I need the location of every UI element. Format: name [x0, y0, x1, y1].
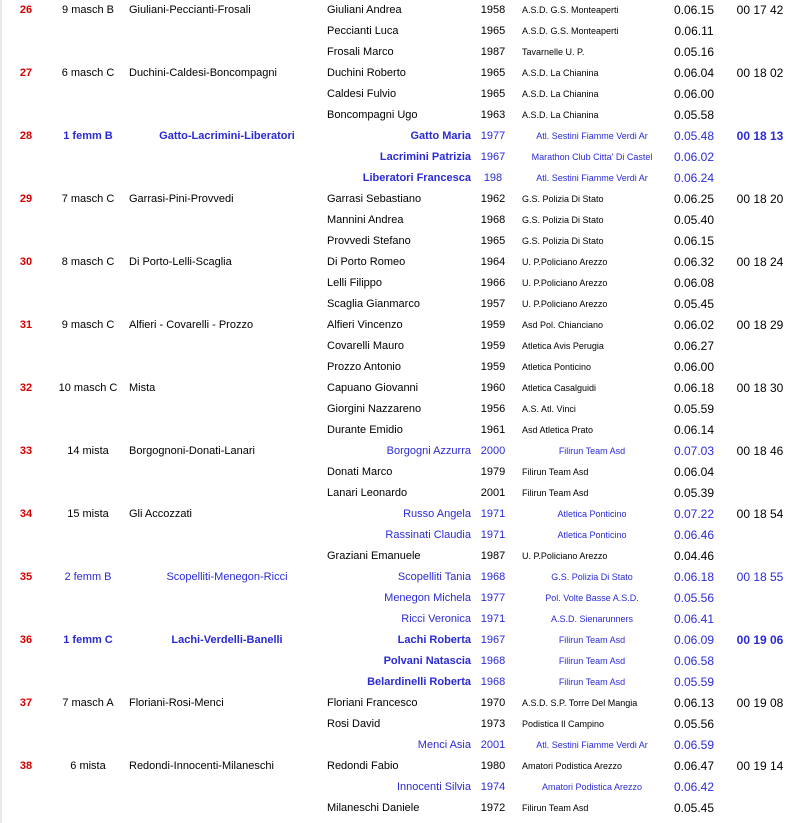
member-row: [0, 714, 788, 735]
split-time: 0.06.04: [673, 465, 715, 479]
split-time: 0.06.25: [673, 192, 715, 206]
team-row: [0, 693, 788, 714]
athlete-name: Scaglia Gianmarco: [327, 298, 420, 310]
birth-year: 1965: [480, 88, 506, 100]
club-name: A.S. Atl. Vinci: [522, 404, 576, 414]
category-label: 14 mista: [67, 445, 109, 457]
birth-year: 1957: [480, 298, 506, 310]
team-row: [0, 378, 788, 399]
athlete-name: Mannini Andrea: [327, 214, 404, 226]
club-name: Asd Atletica Prato: [522, 425, 594, 435]
split-time: 0.06.15: [673, 234, 715, 248]
athlete-name: Giuliani Andrea: [327, 4, 402, 16]
birth-year: 1977: [480, 130, 506, 142]
athlete-name: Polvani Natascia: [383, 655, 471, 667]
member-row: [0, 336, 788, 357]
club-name: Pol. Volte Basse A.S.D.: [545, 593, 639, 603]
split-time: 0.06.24: [673, 171, 715, 185]
split-time: 0.06.41: [673, 612, 715, 626]
athlete-name: Lelli Filippo: [327, 277, 383, 289]
split-time: 0.05.56: [673, 717, 715, 731]
birth-year: 1967: [480, 151, 506, 163]
birth-year: 1959: [480, 361, 506, 373]
birth-year: 2001: [480, 739, 506, 751]
category-label: 9 masch C: [61, 319, 115, 331]
team-row: [0, 630, 788, 651]
birth-year: 1970: [480, 697, 506, 709]
team-row: [0, 315, 788, 336]
birth-year: 1987: [480, 46, 506, 58]
team-name: Alfieri - Covarelli - Prozzo: [129, 319, 254, 331]
club-name: A.S.D. S.P. Torre Del Mangia: [522, 698, 638, 708]
member-row: [0, 525, 788, 546]
team-row: [0, 189, 788, 210]
team-row: [0, 63, 788, 84]
birth-year: 1963: [480, 109, 506, 121]
club-name: Amatori Podistica Arezzo: [522, 761, 623, 771]
split-time: 0.05.45: [673, 801, 715, 815]
athlete-name: Lacrimini Patrizia: [379, 151, 471, 163]
split-time: 0.06.32: [673, 255, 715, 269]
birth-year: 1971: [480, 508, 506, 520]
team-name: Mista: [129, 382, 156, 394]
member-row: [0, 21, 788, 42]
split-time: 0.07.22: [673, 507, 715, 521]
member-row: [0, 399, 788, 420]
split-time: 0.06.42: [673, 780, 715, 794]
category-label: 9 masch B: [62, 4, 114, 16]
athlete-name: Prozzo Antonio: [327, 361, 401, 373]
birth-year: 1968: [480, 676, 506, 688]
club-name: Amatori Podistica Arezzo: [541, 782, 643, 792]
position-number: 37: [19, 697, 33, 709]
split-time: 0.06.18: [673, 381, 715, 395]
athlete-name: Capuano Giovanni: [327, 382, 419, 394]
category-label: 6 mista: [70, 760, 106, 772]
club-name: Filirun Team Asd: [522, 803, 589, 813]
club-name: Filirun Team Asd: [558, 677, 626, 687]
club-name: U. P.Policiano Arezzo: [522, 257, 608, 267]
athlete-name: Lanari Leonardo: [327, 487, 408, 499]
category-label: 6 masch C: [61, 67, 115, 79]
athlete-name: Redondi Fabio: [327, 760, 399, 772]
athlete-name: Durante Emidio: [327, 424, 403, 436]
category-label: 1 femm C: [63, 634, 113, 646]
member-row: [0, 798, 788, 819]
birth-year: 1956: [480, 403, 506, 415]
club-name: Atletica Ponticino: [522, 362, 592, 372]
club-name: G.S. Polizia Di Stato: [551, 572, 633, 582]
athlete-name: Alfieri Vincenzo: [327, 319, 403, 331]
birth-year: 1972: [480, 802, 506, 814]
total-time: 00 18 30: [736, 381, 784, 395]
split-time: 0.06.09: [673, 633, 715, 647]
split-time: 0.06.11: [674, 24, 714, 38]
birth-year: 1959: [480, 340, 506, 352]
club-name: Atletica Avis Perugia: [522, 341, 604, 351]
split-time: 0.05.59: [673, 402, 715, 416]
category-label: 7 masch C: [61, 193, 115, 205]
team-row: [0, 126, 788, 147]
birth-year: 1965: [480, 67, 506, 79]
member-row: [0, 462, 788, 483]
category-label: 8 masch C: [61, 256, 115, 268]
member-row: [0, 609, 788, 630]
club-name: U. P.Policiano Arezzo: [522, 299, 608, 309]
club-name: G.S. Polizia Di Stato: [522, 215, 604, 225]
team-name: Di Porto-Lelli-Scaglia: [129, 256, 232, 268]
athlete-name: Boncompagni Ugo: [327, 109, 418, 121]
birth-year: 1965: [480, 25, 506, 37]
team-name: Floriani-Rosi-Menci: [129, 697, 224, 709]
club-name: Atl. Sestini Fiamme Verdi Ar: [536, 740, 648, 750]
club-name: Filirun Team Asd: [522, 488, 589, 498]
club-name: U. P.Policiano Arezzo: [522, 551, 608, 561]
athlete-name: Peccianti Luca: [327, 25, 399, 37]
club-name: Filirun Team Asd: [558, 635, 626, 645]
team-name: Borgognoni-Donati-Lanari: [129, 445, 255, 457]
birth-year: 1987: [480, 550, 506, 562]
club-name: Atletica Casalguidi: [522, 383, 597, 393]
birth-year: 1961: [480, 424, 506, 436]
team-row: [0, 252, 788, 273]
split-time: 0.05.16: [673, 45, 715, 59]
position-number: 36: [19, 634, 33, 646]
team-name: Giuliani-Peccianti-Frosali: [129, 4, 251, 16]
birth-year: 2000: [480, 445, 506, 457]
split-time: 0.04.46: [673, 549, 715, 563]
split-time: 0.06.46: [673, 528, 715, 542]
split-time: 0.06.18: [673, 570, 715, 584]
total-time: 00 19 08: [736, 696, 784, 710]
club-name: G.S. Polizia Di Stato: [522, 236, 604, 246]
athlete-name: Gatto Maria: [410, 130, 471, 142]
total-time: 00 18 46: [736, 444, 784, 458]
position-number: 26: [19, 4, 33, 16]
birth-year: 1968: [480, 655, 506, 667]
split-time: 0.06.59: [673, 738, 715, 752]
athlete-name: Menegon Michela: [384, 592, 471, 604]
athlete-name: Caldesi Fulvio: [327, 88, 397, 100]
member-row: [0, 231, 788, 252]
split-time: 0.05.40: [673, 213, 715, 227]
position-number: 29: [19, 193, 33, 205]
club-name: Filirun Team Asd: [558, 656, 626, 666]
team-row: [0, 441, 788, 462]
athlete-name: Garrasi Sebastiano: [327, 193, 422, 205]
athlete-name: Menci Asia: [417, 739, 471, 751]
member-row: [0, 105, 788, 126]
total-time: 00 18 24: [736, 255, 784, 269]
total-time: 00 18 02: [736, 66, 784, 80]
athlete-name: Scopelliti Tania: [397, 571, 471, 583]
total-time: 00 19 14: [736, 759, 784, 773]
category-label: 2 femm B: [64, 571, 112, 583]
birth-year: 1968: [480, 214, 506, 226]
club-name: Atletica Ponticino: [557, 530, 627, 540]
position-number: 38: [19, 760, 33, 772]
total-time: 00 18 54: [736, 507, 784, 521]
birth-year: 1967: [480, 634, 506, 646]
team-name: Garrasi-Pini-Provvedi: [129, 193, 234, 205]
club-name: A.S.D. La Chianina: [522, 89, 599, 99]
split-time: 0.06.00: [673, 360, 715, 374]
split-time: 0.06.47: [673, 759, 715, 773]
team-name: Gli Accozzati: [129, 508, 192, 520]
position-number: 27: [19, 67, 33, 79]
split-time: 0.05.59: [673, 675, 715, 689]
athlete-name: Ricci Veronica: [401, 613, 471, 625]
member-row: [0, 84, 788, 105]
member-row: [0, 147, 788, 168]
athlete-name: Giorgini Nazzareno: [327, 403, 422, 415]
club-name: A.S.D. Sienarunners: [550, 614, 634, 624]
split-time: 0.06.02: [673, 318, 715, 332]
position-number: 31: [19, 319, 33, 331]
split-time: 0.05.58: [673, 108, 715, 122]
birth-year: 1974: [480, 781, 506, 793]
member-row: [0, 588, 788, 609]
club-name: A.S.D. G.S. Monteaperti: [522, 26, 619, 36]
club-name: A.S.D. La Chianina: [522, 68, 599, 78]
team-row: [0, 504, 788, 525]
athlete-name: Borgogni Azzurra: [386, 445, 471, 457]
split-time: 0.05.56: [673, 591, 715, 605]
birth-year: 1964: [480, 256, 506, 268]
team-name: Gatto-Lacrimini-Liberatori: [159, 130, 295, 142]
total-time: 00 18 20: [736, 192, 784, 206]
athlete-name: Duchini Roberto: [327, 67, 406, 79]
position-number: 28: [19, 130, 33, 142]
athlete-name: Innocenti Silvia: [397, 781, 471, 793]
member-row: [0, 651, 788, 672]
birth-year: 1960: [480, 382, 506, 394]
position-number: 32: [19, 382, 33, 394]
category-label: 1 femm B: [63, 130, 113, 142]
member-row: [0, 483, 788, 504]
birth-year: 2001: [480, 487, 506, 499]
split-time: 0.06.13: [673, 696, 715, 710]
split-time: 0.05.45: [673, 297, 715, 311]
member-row: [0, 273, 788, 294]
club-name: Podistica Il Campino: [522, 719, 605, 729]
team-name: Scopelliti-Menegon-Ricci: [166, 571, 288, 583]
team-row: [0, 567, 788, 588]
birth-year: 1971: [480, 529, 506, 541]
birth-year: 1966: [480, 277, 506, 289]
total-time: 00 18 13: [736, 129, 784, 143]
birth-year: 198: [483, 172, 503, 184]
category-label: 15 mista: [67, 508, 109, 520]
member-row: [0, 672, 788, 693]
team-name: Duchini-Caldesi-Boncompagni: [129, 67, 277, 79]
club-name: G.S. Polizia Di Stato: [522, 194, 604, 204]
team-name: Redondi-Innocenti-Milaneschi: [129, 760, 274, 772]
club-name: Atl. Sestini Fiamme Verdi Ar: [536, 131, 648, 141]
club-name: A.S.D. La Chianina: [522, 110, 599, 120]
position-number: 34: [19, 508, 33, 520]
split-time: 0.06.08: [673, 276, 715, 290]
category-label: 7 masch A: [62, 697, 114, 709]
birth-year: 1959: [480, 319, 506, 331]
member-row: [0, 294, 788, 315]
split-time: 0.06.14: [673, 423, 715, 437]
total-time: 00 17 42: [736, 3, 784, 17]
birth-year: 1965: [480, 235, 506, 247]
club-name: Marathon Club Citta' Di Castel: [531, 152, 653, 162]
birth-year: 1980: [480, 760, 506, 772]
team-name: Lachi-Verdelli-Banelli: [171, 634, 283, 646]
athlete-name: Lachi Roberta: [397, 634, 471, 646]
athlete-name: Graziani Emanuele: [327, 550, 421, 562]
birth-year: 1979: [480, 466, 506, 478]
athlete-name: Russo Angela: [403, 508, 471, 520]
birth-year: 1958: [480, 4, 506, 16]
member-row: [0, 420, 788, 441]
athlete-name: Rosi David: [327, 718, 381, 730]
split-time: 0.06.04: [673, 66, 715, 80]
club-name: A.S.D. G.S. Monteaperti: [522, 5, 619, 15]
club-name: Tavarnelle U. P.: [522, 47, 585, 57]
position-number: 30: [19, 256, 33, 268]
member-row: [0, 42, 788, 63]
member-row: [0, 357, 788, 378]
birth-year: 1968: [480, 571, 506, 583]
athlete-name: Milaneschi Daniele: [327, 802, 420, 814]
athlete-name: Donati Marco: [327, 466, 393, 478]
athlete-name: Frosali Marco: [327, 46, 394, 58]
club-name: Asd Pol. Chianciano: [522, 320, 604, 330]
member-row: [0, 546, 788, 567]
club-name: Filirun Team Asd: [522, 467, 589, 477]
athlete-name: Covarelli Mauro: [327, 340, 405, 352]
split-time: 0.06.27: [673, 339, 715, 353]
split-time: 0.06.15: [673, 3, 715, 17]
category-label: 10 masch C: [58, 382, 118, 394]
position-number: 33: [19, 445, 33, 457]
birth-year: 1973: [480, 718, 506, 730]
athlete-name: Rassinati Claudia: [385, 529, 471, 541]
split-time: 0.06.58: [673, 654, 715, 668]
team-row: [0, 0, 788, 21]
birth-year: 1962: [480, 193, 506, 205]
team-row: [0, 756, 788, 777]
position-number: 35: [19, 571, 33, 583]
split-time: 0.05.48: [673, 129, 715, 143]
athlete-name: Liberatori Francesca: [362, 172, 471, 184]
member-row: [0, 777, 788, 798]
athlete-name: Provvedi Stefano: [327, 235, 411, 247]
total-time: 00 18 29: [736, 318, 784, 332]
total-time: 00 18 55: [736, 570, 784, 584]
member-row: [0, 168, 788, 189]
split-time: 0.06.00: [673, 87, 715, 101]
club-name: U. P.Policiano Arezzo: [522, 278, 608, 288]
birth-year: 1971: [480, 613, 506, 625]
club-name: Atletica Ponticino: [557, 509, 627, 519]
birth-year: 1977: [480, 592, 506, 604]
member-row: [0, 210, 788, 231]
club-name: Atl. Sestini Fiamme Verdi Ar: [536, 173, 648, 183]
club-name: Filirun Team Asd: [558, 446, 626, 456]
total-time: 00 19 06: [736, 633, 784, 647]
member-row: [0, 735, 788, 756]
split-time: 0.05.39: [673, 486, 715, 500]
athlete-name: Floriani Francesco: [327, 697, 418, 709]
split-time: 0.07.03: [673, 444, 715, 458]
athlete-name: Di Porto Romeo: [327, 256, 406, 268]
split-time: 0.06.02: [673, 150, 715, 164]
athlete-name: Belardinelli Roberta: [367, 676, 471, 688]
